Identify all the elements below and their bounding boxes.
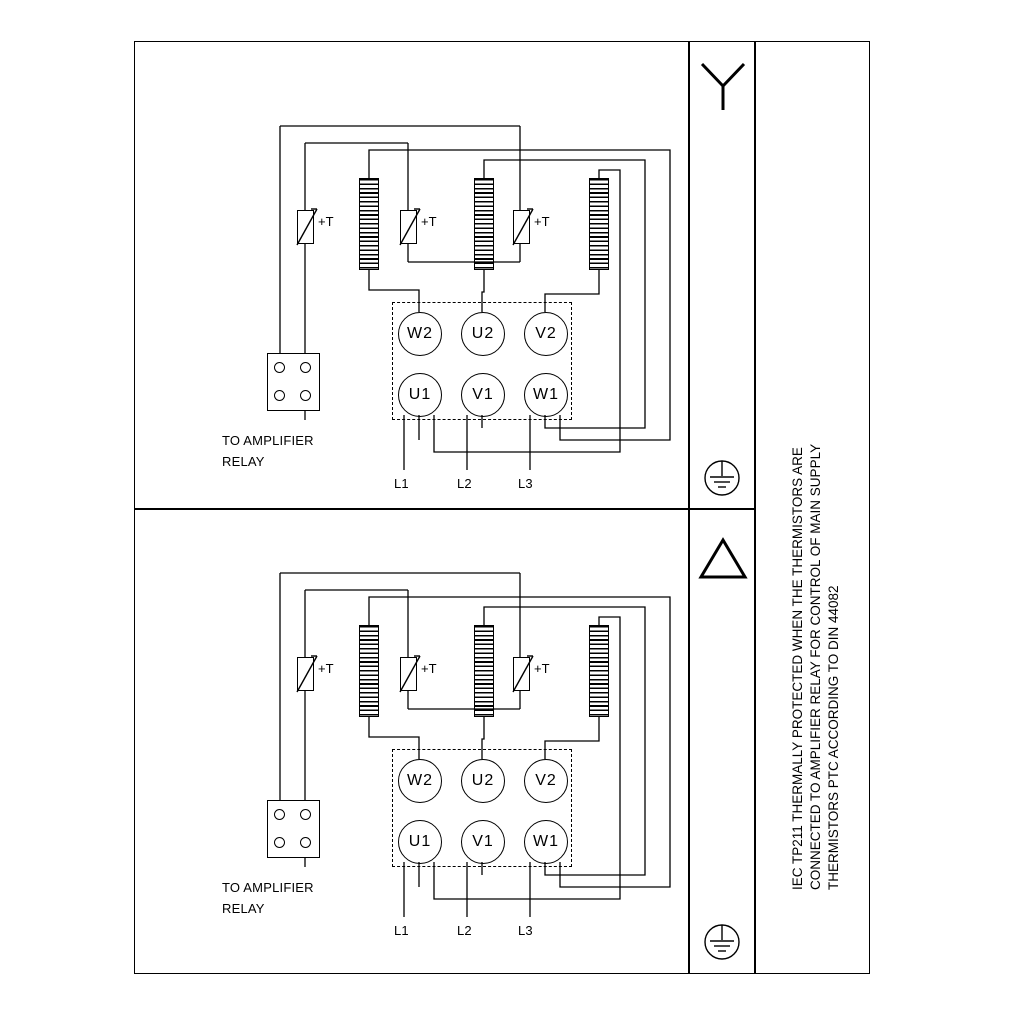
note-line-1: IEC TP211 THERMALLY PROTECTED WHEN THE THERMISTORS ARE xyxy=(790,447,805,890)
terminal-U1: U1 xyxy=(398,373,442,417)
terminal-W2: W2 xyxy=(398,312,442,356)
supply-label-L3-bottom: L3 xyxy=(518,923,533,938)
thermistor-label-2: +T xyxy=(421,214,437,229)
thermistor-label-6: +T xyxy=(534,661,550,676)
terminal-U2: U2 xyxy=(461,312,505,356)
amplifier-label-line-3: TO AMPLIFIER xyxy=(222,880,314,895)
thermistor-label-5: +T xyxy=(421,661,437,676)
amplifier-label-line-1: TO AMPLIFIER xyxy=(222,433,314,448)
supply-label-L2-bottom: L2 xyxy=(457,923,472,938)
thermistor-label-1: +T xyxy=(318,214,334,229)
terminal-W2-delta: W2 xyxy=(398,759,442,803)
note-line-2: CONNECTED TO AMPLIFIER RELAY FOR CONTROL OF MAIN SUPPLY xyxy=(808,443,823,890)
thermistor-label-3: +T xyxy=(534,214,550,229)
supply-label-L3-top: L3 xyxy=(518,476,533,491)
terminal-U2-delta: U2 xyxy=(461,759,505,803)
amplifier-label-line-4: RELAY xyxy=(222,901,265,916)
amplifier-label-line-2: RELAY xyxy=(222,454,265,469)
terminal-U1-delta: U1 xyxy=(398,820,442,864)
terminal-W1: W1 xyxy=(524,373,568,417)
terminal-V2-delta: V2 xyxy=(524,759,568,803)
supply-label-L2-top: L2 xyxy=(457,476,472,491)
terminal-V2: V2 xyxy=(524,312,568,356)
terminal-V1-delta: V1 xyxy=(461,820,505,864)
terminal-W1-delta: W1 xyxy=(524,820,568,864)
note-line-3: THERMISTORS PTC ACCORDING TO DIN 44082 xyxy=(826,585,841,890)
supply-label-L1-top: L1 xyxy=(394,476,409,491)
supply-label-L1-bottom: L1 xyxy=(394,923,409,938)
terminal-V1: V1 xyxy=(461,373,505,417)
thermistor-label-4: +T xyxy=(318,661,334,676)
